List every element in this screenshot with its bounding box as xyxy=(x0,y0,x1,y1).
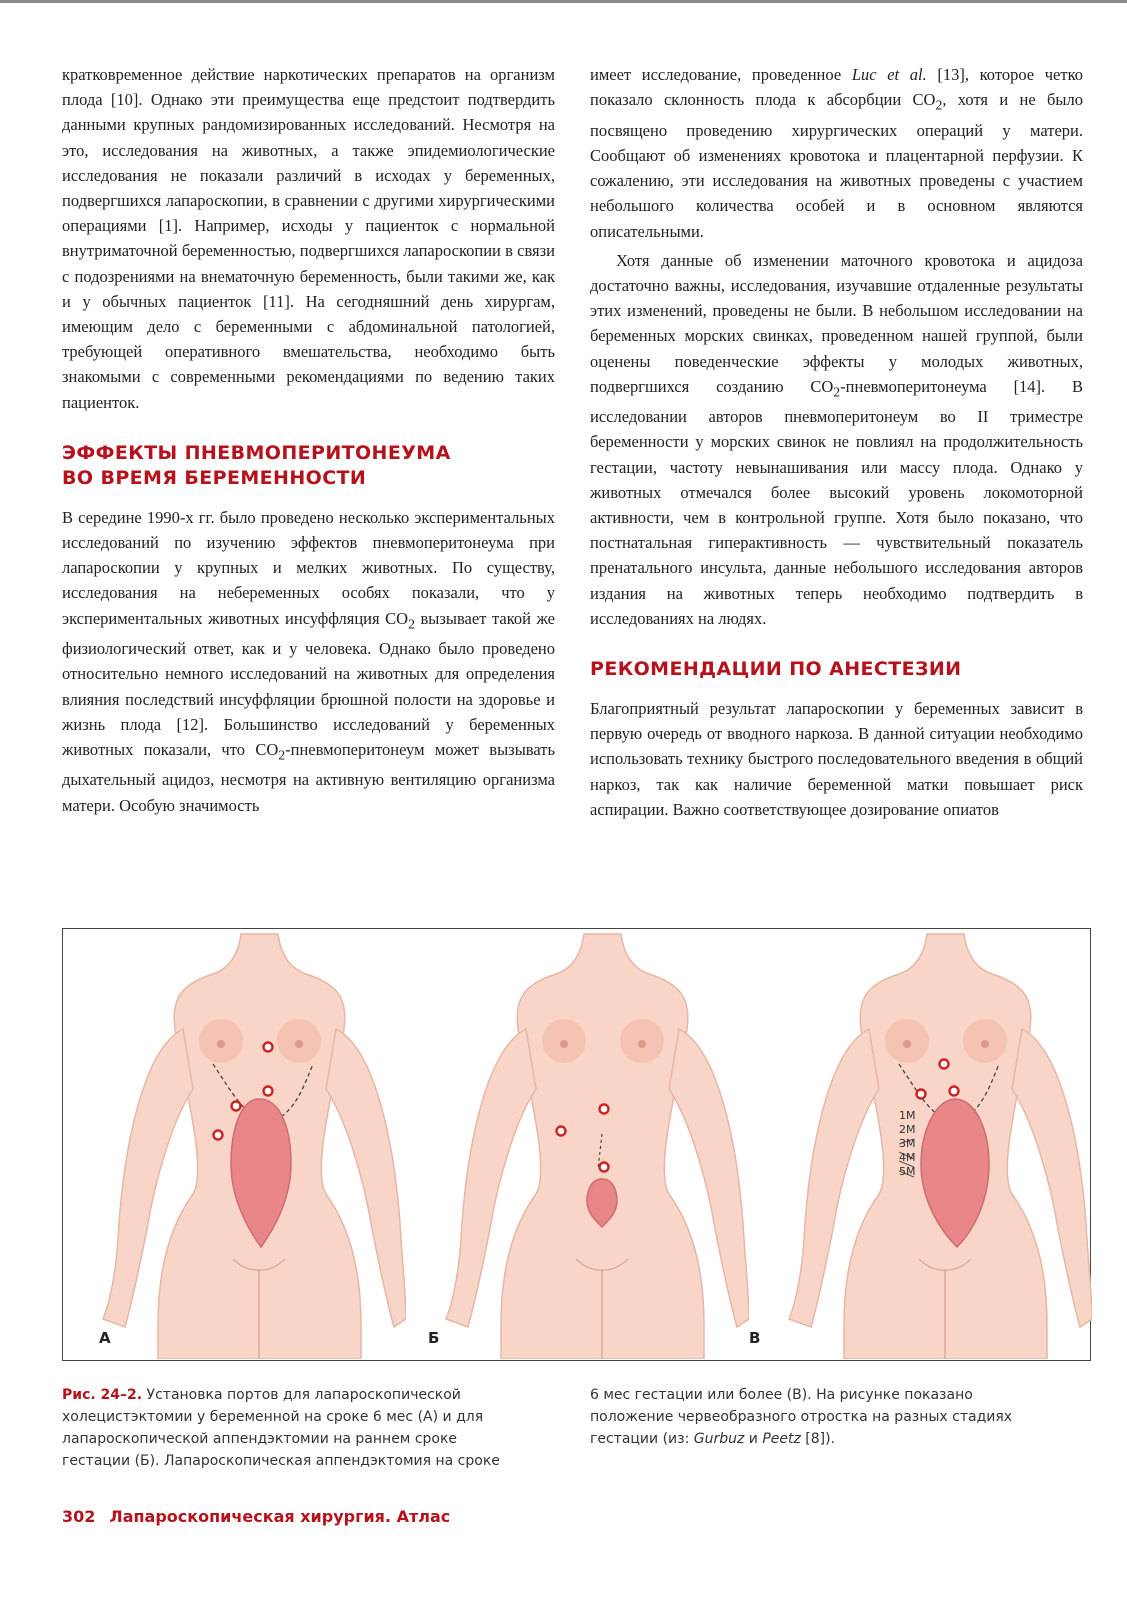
p2-part-c: -пневмоперитонеум может вызывать дыхательный ацидоз, несмотря на активную вентиляцию организма матери. Особую значимость xyxy=(62,739,555,815)
right-column xyxy=(590,62,1083,822)
port-marker xyxy=(557,1127,566,1136)
heading-anesthesia: РЕКОМЕНДАЦИИ ПО АНЕСТЕЗИИ xyxy=(590,658,962,681)
month-mark-5: 5M xyxy=(899,1165,916,1178)
month-mark-1: 1M xyxy=(899,1109,916,1122)
port-marker xyxy=(600,1105,609,1114)
paragraph-2 xyxy=(62,505,555,818)
caption-and: и xyxy=(744,1431,763,1447)
figure-caption-left xyxy=(62,1384,527,1472)
subscript: 2 xyxy=(278,747,286,763)
figure-number: Рис. 24–2. xyxy=(62,1387,143,1403)
torso-illustration-a xyxy=(63,929,406,1359)
heading-pneumoperitoneum xyxy=(62,441,555,491)
port-marker xyxy=(232,1102,241,1111)
panel-label-a: А xyxy=(99,1329,111,1347)
month-mark-3: 3M xyxy=(899,1137,916,1150)
top-rule xyxy=(0,0,1127,3)
paragraph-1: кратковременное действие наркотических препаратов на организм плода [10]. Однако эти преимущества еще предстоит подтвердить данными крупных рандомизированных исследований. Несмотря на это, исследования на животных, а также эпидемиологические исследования не показали различий в исходах у беременных, подвергшихся лапароскопии, в сравнении с другими хирургическими операциями [1]. Например, исходы у пациенток с нормальной внутриматочной беременностью, подвергшихся лапароскопии в связи с подозрениями на внематочную беременность, были такими же, как и у обычных пациенток [11]. На сегодняшний день хирургам, имеющим дело с беременными с абдоминальной патологией, требующей оперативного вмешательства, необходимо быть знакомыми с современными рекомендациями по ведению таких пациенток. xyxy=(62,65,555,412)
port-marker xyxy=(264,1087,273,1096)
p3-part-a: имеет исследование, проведенное xyxy=(590,65,852,84)
figure-caption-right xyxy=(590,1384,1055,1450)
p2-part-a: В середине 1990-х гг. было проведено несколько экспериментальных исследований по изучению эффектов пневмоперитонеума при лапароскопии у крупных и мелких животных. По существу, исследования на небеременных особях показали, что у экспериментальных животных инсуффляция CO xyxy=(62,507,555,628)
panel-label-c: В xyxy=(749,1329,761,1347)
author-gurbuz: Gurbuz xyxy=(693,1431,745,1447)
p4-part-a: Хотя данные об изменении маточного кровотока и ацидоза достаточно важны, исследования, изучавшие отдаленные результаты этих изменений, проведены не были. В небольшом исследовании на беременных морских свинках, проведенном нашей группой, были оценены поведенческие эффекты у молодых животных, подвергшихся созданию CO xyxy=(590,250,1083,396)
paragraph-3 xyxy=(590,62,1083,244)
port-marker xyxy=(264,1043,273,1052)
panel-a xyxy=(63,929,406,1359)
month-mark-2: 2M xyxy=(899,1123,916,1136)
figure-port-placement xyxy=(62,928,1091,1361)
panel-b xyxy=(406,929,749,1359)
port-marker xyxy=(600,1163,609,1172)
page-footer xyxy=(62,1507,450,1526)
subscript: 2 xyxy=(408,615,415,631)
heading-line-2: ВО ВРЕМЯ БЕРЕМЕННОСТИ xyxy=(62,466,367,489)
port-marker xyxy=(917,1090,926,1099)
author-luc: Luc et al. xyxy=(851,65,927,84)
subscript: 2 xyxy=(833,384,841,400)
caption-text-right-b: [8]). xyxy=(800,1431,836,1447)
page-number: 302 xyxy=(62,1507,96,1526)
month-mark-4: 4M xyxy=(899,1151,916,1164)
p3-part-c: , хотя и не было посвящено проведению хирургических операций у матери. Сообщают об изменениях кровотока и плацентарной перфузии. К сожалению, эти исследования на животных проведены с участием небольшого количества особей и в основном являются описательными. xyxy=(590,90,1083,241)
paragraph-5: Благоприятный результат лапароскопии у беременных зависит в первую очередь от вводного наркоза. В данной ситуации необходимо использовать технику быстрого последовательного введения в общий наркоз, так как наличие беременной матки повышает риск аспирации. Важно соответствующее дозирование опиатов xyxy=(590,699,1083,819)
port-marker xyxy=(950,1087,959,1096)
caption-text-right-a: 6 мес гестации или более (В). На рисунке показано положение червеобразного отростка на разных стадиях гестации (из: xyxy=(590,1387,1013,1447)
p3-part-b: [13], которое четко показало склонность плода к абсорбции CO xyxy=(590,65,1083,110)
subscript: 2 xyxy=(935,97,943,113)
port-marker xyxy=(214,1131,223,1140)
paragraph-4 xyxy=(590,248,1083,631)
torso-illustration-b xyxy=(406,929,749,1359)
left-column xyxy=(62,62,555,818)
book-title: Лапароскопическая хирургия. Атлас xyxy=(109,1507,451,1526)
torso-illustration-c xyxy=(749,929,1092,1359)
p4-part-b: -пневмоперитонеума [14]. В исследовании авторов пневмоперитонеум во II триместре беременности у морских свинок не повлиял на продолжительность гестации, частоту невынашивания или массу плода. Однако у животных отмечался более высокий уровень локомоторной активности, чем в контрольной группе. Хотя было показано, что постнатальная гиперактивность — чувствительный показатель пренатального инсульта, данные небольшого исследования авторов издания на животных теперь необходимо подтвердить в исследованиях на людях. xyxy=(590,376,1083,628)
author-peetz: Peetz xyxy=(762,1431,801,1447)
heading-line-1: ЭФФЕКТЫ ПНЕВМОПЕРИТОНЕУМА xyxy=(62,441,451,464)
p2-part-b: вызывает такой же физиологический ответ, как и у человека. Однако было проведено относительно немного исследований на животных для определения влияния последствий инсуффляции брюшной полости на здоровье и жизнь плода [12]. Большинство исследований у беременных животных показали, что CO xyxy=(62,608,555,759)
port-marker xyxy=(940,1060,949,1069)
panel-c xyxy=(749,929,1092,1359)
panel-label-b: Б xyxy=(428,1329,440,1347)
caption-text-left: Установка портов для лапароскопической холецистэктомии у беременной на сроке 6 мес (А) и для лапароскопической аппендэктомии на раннем сроке гестации (Б). Лапароскопическая аппендэктомия на сроке xyxy=(62,1387,500,1469)
